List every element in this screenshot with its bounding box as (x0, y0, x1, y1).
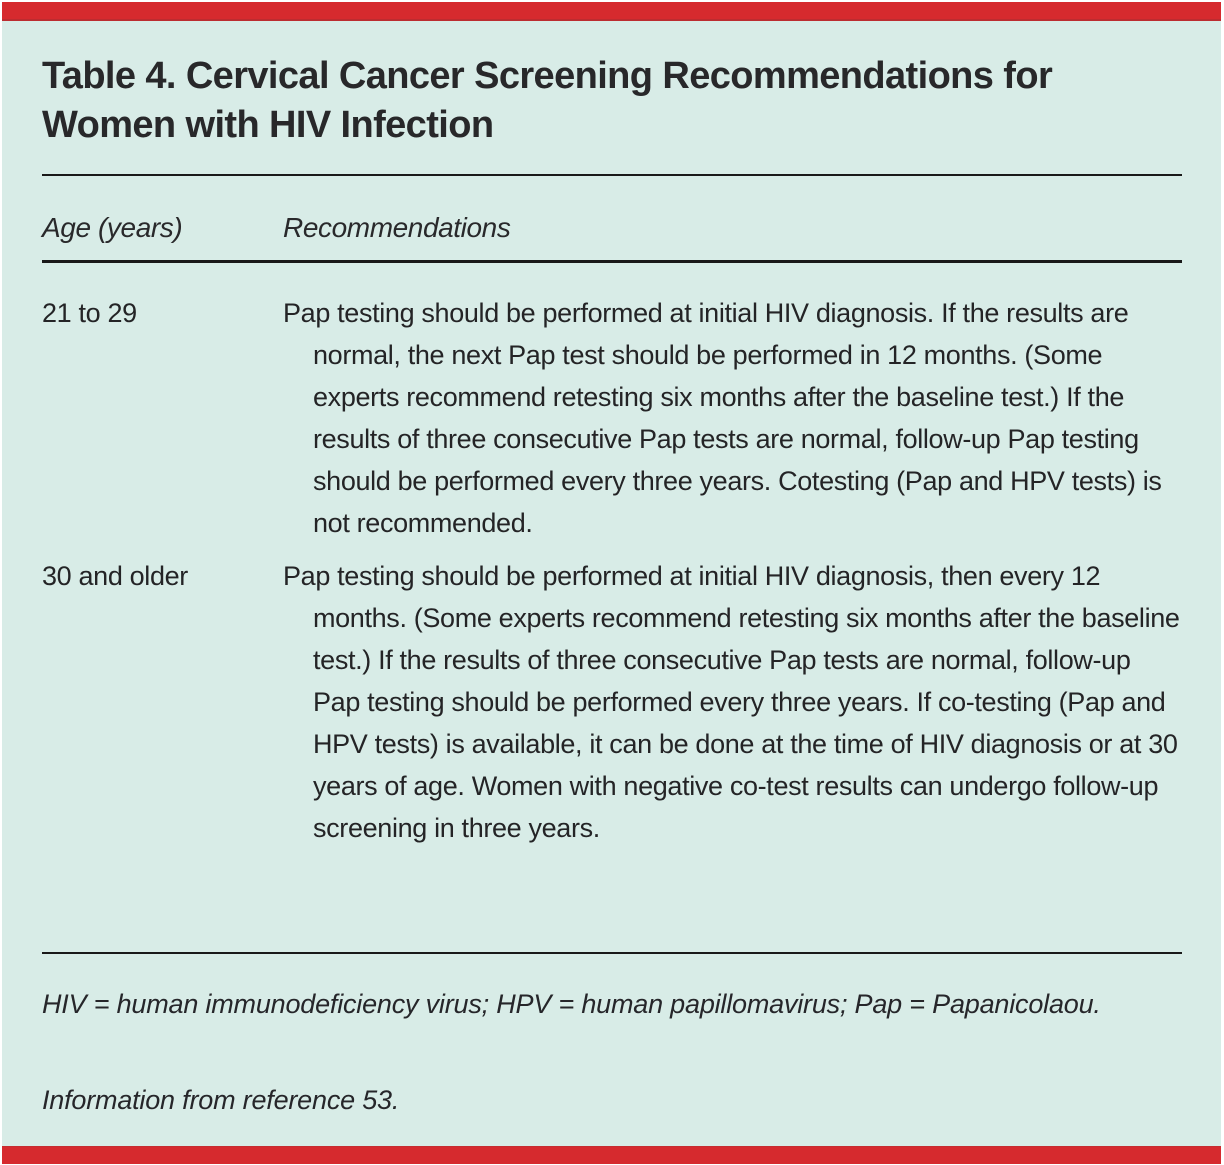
abbreviations-footnote: HIV = human immunodeficiency virus; HPV = human papillomavirus; Pap = Papanicolaou. (42, 989, 1101, 1019)
column-header-age: Age (years) (42, 212, 183, 243)
table-row (42, 292, 1182, 544)
top-accent-bar (2, 2, 1221, 21)
table-header-row (42, 212, 1182, 244)
footnotes (42, 980, 1175, 1029)
table-row (42, 555, 1182, 849)
rule-above-footnotes (42, 952, 1182, 954)
recommendation-cell: Pap testing should be performed at initial HIV diagnosis, then every 12 months. (Some experts recommend retesting six months after the baseline test.) If the results of three consecutive Pap tests are normal, follow-up Pap testing should be performed every three years. If co-testing (Pap and HPV tests) is available, it can be done at the time of HIV diagnosis or at 30 years of age. Women with negative co-test results can undergo follow-up screening in three years. (283, 561, 1180, 843)
age-cell: 30 and older (42, 561, 188, 591)
rule-below-header (42, 260, 1182, 263)
recommendation-cell: Pap testing should be performed at initial HIV diagnosis. If the results are normal, the next Pap test should be performed in 12 months. (Some experts recommend retesting six months after the baseline test.) If the results of three consecutive Pap tests are normal, follow-up Pap testing should be performed every three years. Cotesting (Pap and HPV tests) is not recommended. (283, 298, 1162, 538)
source-footnote: Information from reference 53. (42, 1085, 400, 1115)
column-header-recommendations: Recommendations (283, 212, 511, 243)
age-cell: 21 to 29 (42, 298, 137, 328)
table-title: Table 4. Cervical Cancer Screening Recommendations for Women with HIV Infection (42, 55, 1053, 146)
table-body (42, 292, 1182, 860)
bottom-accent-bar (2, 1146, 1221, 1164)
rule-below-title (42, 174, 1182, 176)
